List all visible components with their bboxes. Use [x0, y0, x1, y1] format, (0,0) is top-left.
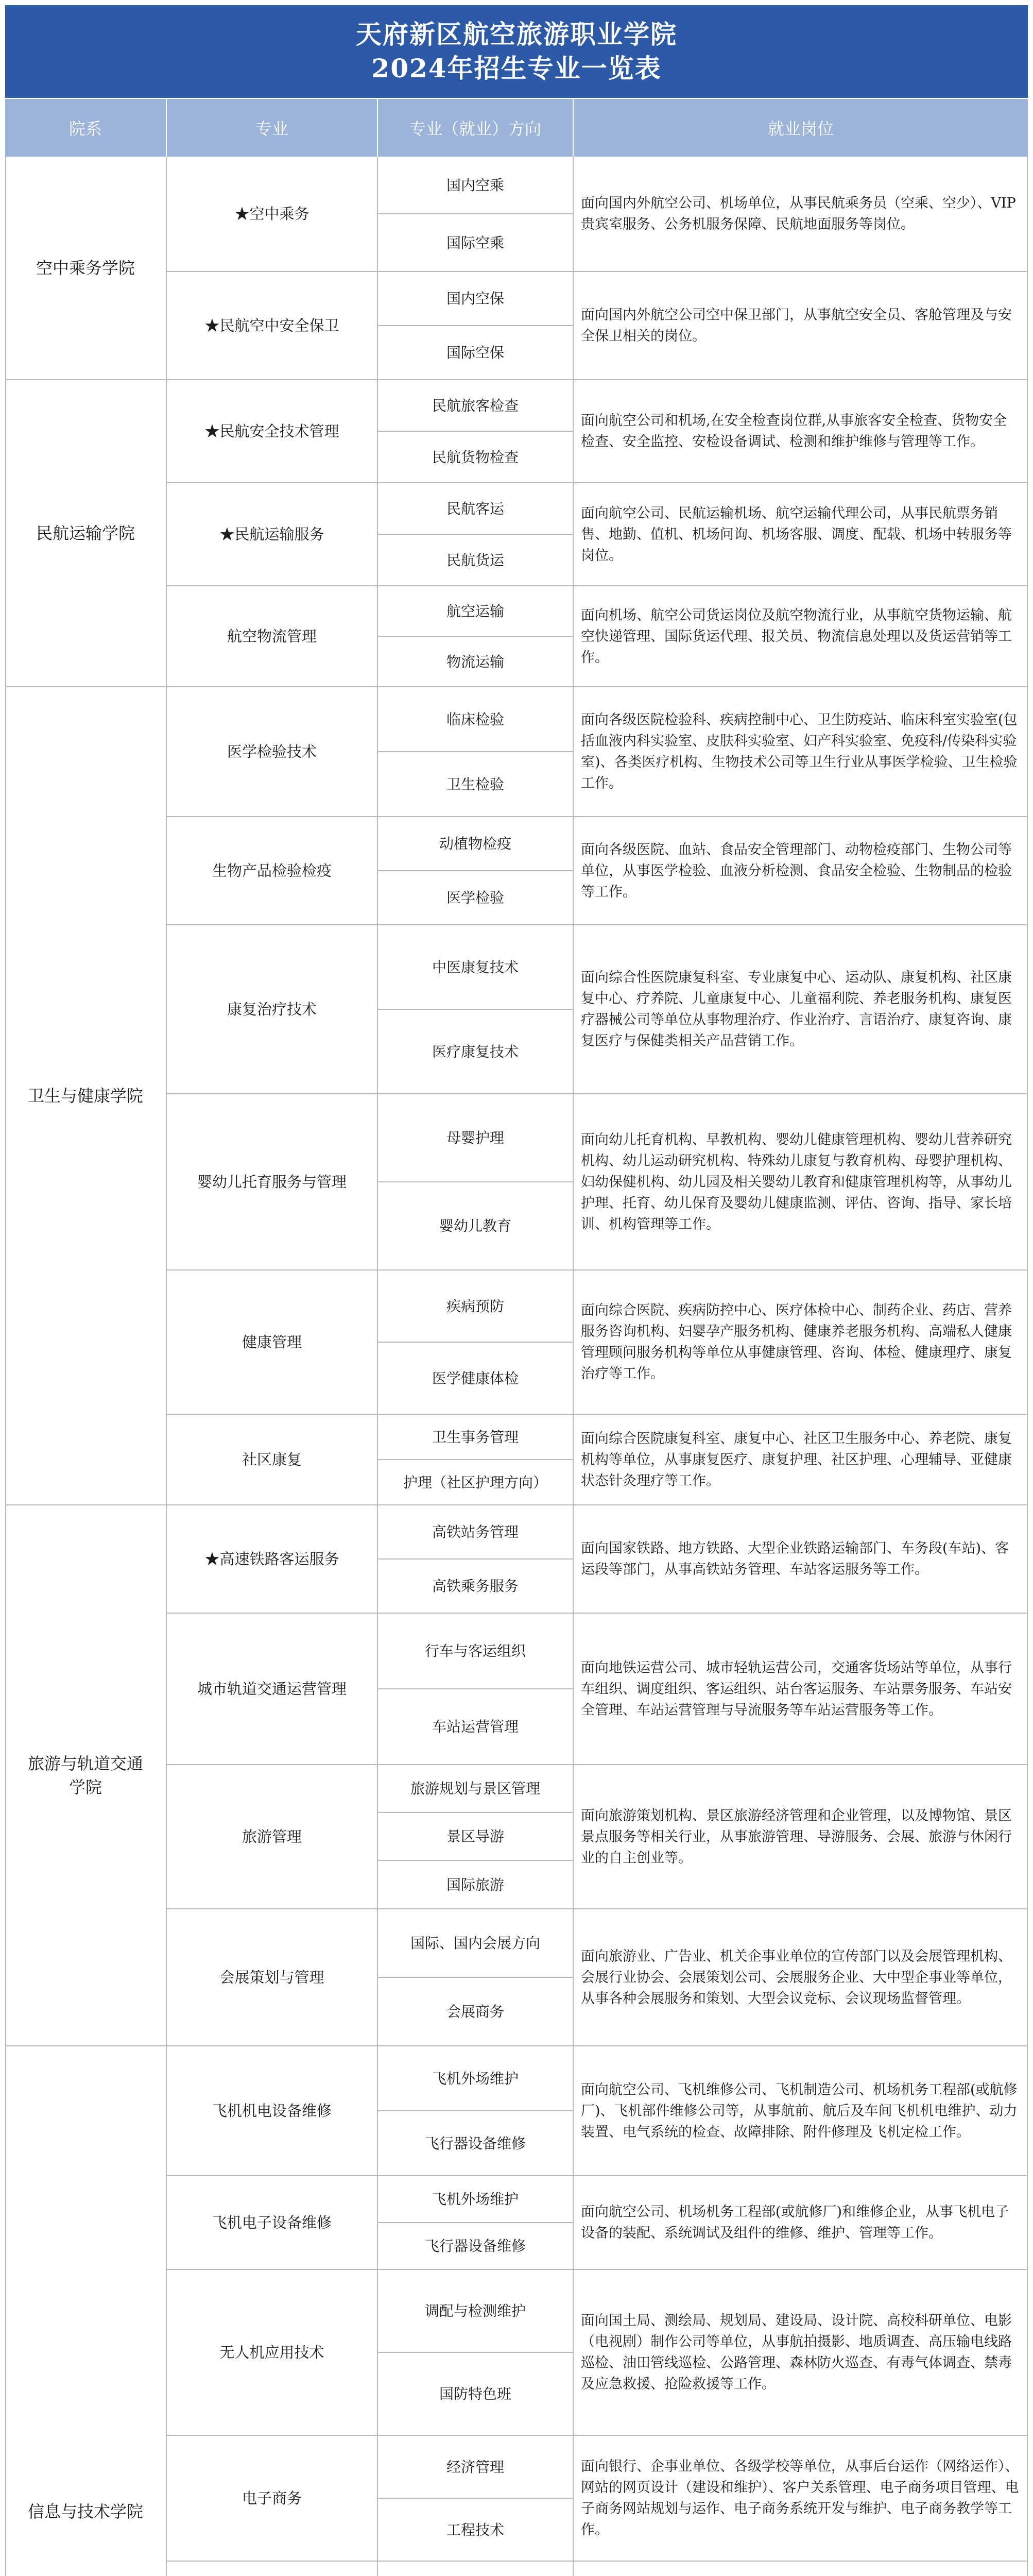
direction-cell: 国际、国内会展方向 [378, 1909, 574, 1978]
direction-cell: 民航货运 [378, 535, 574, 586]
direction-cell: 动植物检疫 [378, 817, 574, 871]
direction-cell: 民航货物检查 [378, 432, 574, 483]
direction-cell: 医学健康体检 [378, 1343, 574, 1415]
direction-cell: 行车与客运组织 [378, 1614, 574, 1689]
major-cell: ★民航运输服务 [167, 483, 378, 586]
jobs-cell: 面向各级医院检验科、疾病控制中心、卫生防疫站、临床科室实验室(包括血液内科实验室、皮肤科实验室、妇产科实验室、免疫科/传染科实验室)、各类医疗机构、生物技术公司等卫生行业从事医学检验、卫生检验工作。 [574, 687, 1028, 817]
direction-cell: 飞行器设备维修 [378, 2223, 574, 2270]
enrollment-table [5, 5, 1028, 2576]
college-name-title: 天府新区航空旅游职业学院 [356, 19, 677, 49]
jobs-cell: 面向旅游业、广告业、机关企事业单位的宣传部门以及会展管理机构、会展行业协会、会展策划公司、会展服务企业、大中型企事业等单位，从事各种会展服务和策划、大型会议竞标、会议现场监督管理。 [574, 1909, 1028, 2046]
jobs-cell: 面向综合医院、疾病防控中心、医疗体检中心、制药企业、药店、营养服务咨询机构、妇婴孕产服务机构、健康养老服务机构、高端私人健康管理顾问服务机构等单位从事健康管理、咨询、体检、健康理疗、康复治疗等工作。 [574, 1270, 1028, 1415]
school-cell: 信息与技术学院 [5, 2046, 167, 2576]
major-cell: 旅游管理 [167, 1765, 378, 1909]
direction-cell: 飞机外场维护 [378, 2046, 574, 2111]
school-cell: 空中乘务学院 [5, 157, 167, 380]
table-body [5, 157, 1028, 2576]
major-cell: 康复治疗技术 [167, 925, 378, 1094]
direction-cell: 国际空乘 [378, 214, 574, 272]
jobs-cell: 面向国内外航空公司空中保卫部门，从事航空安全员、客舱管理及与安全保卫相关的岗位。 [574, 272, 1028, 380]
jobs-cell: 面向航空公司、飞机维修公司、飞机制造公司、机场机务工程部(或航修厂)、飞机部件维修公司等，从事航前、航后及车间飞机机电维护、动力装置、电气系统的检查、故障排除、附件修理及飞机定检工作。 [574, 2046, 1028, 2176]
major-cell: 会展策划与管理 [167, 1909, 378, 2046]
direction-cell: 卫生检验 [378, 752, 574, 817]
direction-cell: 卫生事务管理 [378, 1415, 574, 1460]
major-cell: 婴幼儿托育服务与管理 [167, 1094, 378, 1270]
school-cell: 民航运输学院 [5, 380, 167, 687]
direction-cell: 飞机外场维护 [378, 2176, 574, 2223]
direction-cell: 中医康复技术 [378, 925, 574, 1010]
school-cell: 旅游与轨道交通学院 [5, 1505, 167, 2046]
major-cell: 飞机电子设备维修 [167, 2176, 378, 2270]
major-cell: 航空物流管理 [167, 586, 378, 687]
direction-cell: 调配与检测维护 [378, 2270, 574, 2353]
table-header-banner [5, 5, 1028, 98]
direction-cell: 母婴护理 [378, 1094, 574, 1182]
column-header-school: 院系 [5, 99, 167, 157]
table-subtitle: 2024年招生专业一览表 [371, 53, 662, 83]
column-header-major: 专业 [167, 99, 378, 157]
jobs-cell: 面向国内外航空公司、机场单位，从事民航乘务员（空乘、空少）、VIP贵宾室服务、公务机服务保障、民航地面服务等岗位。 [574, 157, 1028, 272]
jobs-cell: 面向航空公司、民航运输机场、航空运输代理公司，从事民航票务销售、地勤、值机、机场问询、机场客服、调度、配载、机场中转服务等岗位。 [574, 483, 1028, 586]
direction-cell: 医疗康复技术 [378, 1010, 574, 1094]
jobs-cell: 面向国土局、测绘局、规划局、建设局、设计院、高校科研单位、电影（电视剧）制作公司等单位，从事航拍摄影、地质调查、高压输电线路巡检、油田管线巡检、公路管理、森林防火巡查、有毒气体调查、禁毒及应急救援、抢险救援等工作。 [574, 2270, 1028, 2436]
column-header-jobs: 就业岗位 [767, 119, 834, 139]
direction-cell: 景区导游 [378, 1813, 574, 1861]
direction-cell: 高铁乘务服务 [378, 1560, 574, 1614]
major-cell: ★空中乘务 [167, 157, 378, 272]
major-cell: 健康管理 [167, 1270, 378, 1415]
direction-cell: 经济管理 [378, 2436, 574, 2499]
direction-cell: 飞行器设备维修 [378, 2111, 574, 2176]
direction-cell: 民航旅客检查 [378, 380, 574, 432]
direction-cell: 航空运输 [378, 586, 574, 637]
jobs-cell: 面向航空公司、机场机务工程部(或航修厂)和维修企业，从事飞机电子设备的装配、系统调试及组件的维修、维护、管理等工作。 [574, 2176, 1028, 2270]
major-cell: ★民航空中安全保卫 [167, 272, 378, 380]
direction-cell: 国防特色班 [378, 2353, 574, 2436]
jobs-cell: 面向综合医院康复科室、康复中心、社区卫生服务中心、养老院、康复机构等单位，从事康复医疗、康复护理、社区护理、心理辅导、亚健康状态针灸理疗等工作。 [574, 1415, 1028, 1505]
major-cell: ★民航安全技术管理 [167, 380, 378, 483]
direction-cell: 疾病预防 [378, 1270, 574, 1343]
direction-cell: 高铁站务管理 [378, 1505, 574, 1560]
major-cell: 电子商务 [167, 2436, 378, 2562]
major-cell: 城市轨道交通运营管理 [167, 1614, 378, 1765]
direction-cell: 婴幼儿教育 [378, 1182, 574, 1270]
major-cell: 生物产品检验检疫 [167, 817, 378, 925]
direction-cell: 旅游规划与景区管理 [378, 1765, 574, 1813]
direction-cell: 国际空保 [378, 326, 574, 380]
jobs-cell: 面向各级医院、血站、食品安全管理部门、动物检疫部门、生物公司等单位，从事医学检验、血液分析检测、食品安全检验、生物制品的检验等工作。 [574, 817, 1028, 925]
major-cell: ★高速铁路客运服务 [167, 1505, 378, 1614]
direction-cell: 工程技术 [378, 2499, 574, 2562]
direction-cell: 民航客运 [378, 483, 574, 535]
jobs-cell: 面向银行、企事业单位、各级学校等单位，从事后台运作（网络运作）、网站的网页设计（建设和维护）、客户关系管理、电子商务项目管理、电子商务网站规划与运作、电子商务系统开发与维护、电子商务教学等工作。 [574, 2436, 1028, 2562]
direction-cell: 国内空保 [378, 272, 574, 326]
direction-cell: 医学检验 [378, 871, 574, 925]
major-cell: 无人机应用技术 [167, 2270, 378, 2436]
jobs-cell: 面向机场、航空公司货运岗位及航空物流行业，从事航空货物运输、航空快递管理、国际货运代理、报关员、物流信息处理以及货运营销等工作。 [574, 586, 1028, 687]
direction-cell: 车站运营管理 [378, 1689, 574, 1765]
school-cell: 卫生与健康学院 [5, 687, 167, 1505]
direction-cell: 国内空乘 [378, 157, 574, 214]
direction-cell: 会展商务 [378, 1978, 574, 2046]
major-cell [167, 2562, 378, 2576]
major-cell: 飞机机电设备维修 [167, 2046, 378, 2176]
jobs-cell: 面向国家铁路、地方铁路、大型企业铁路运输部门、车务段(车站)、客运段等部门，从事高铁站务管理、车站客运服务等工作。 [574, 1505, 1028, 1614]
jobs-cell: 面向地铁运营公司、城市轻轨运营公司，交通客货场站等单位，从事行车组织、调度组织、客运组织、站台客运服务、车站票务服务、车站安全管理、车站运营管理与导流服务等车站运营服务等工作。 [574, 1614, 1028, 1765]
direction-cell: 国际旅游 [378, 1861, 574, 1909]
column-header-direction: 专业（就业）方向 [378, 99, 574, 157]
column-header-row [5, 99, 1028, 157]
jobs-cell: 面向旅游策划机构、景区旅游经济管理和企业管理，以及博物馆、景区景点服务等相关行业，从事旅游管理、导游服务、会展、旅游与休闲行业的自主创业等。 [574, 1765, 1028, 1909]
jobs-cell: 面向综合性医院康复科室、专业康复中心、运动队、康复机构、社区康复中心、疗养院、儿童康复中心、儿童福利院、养老服务机构、康复医疗器械公司等单位从事物理治疗、作业治疗、言语治疗、康复咨询、康复医疗与保健类相关产品营销工作。 [574, 925, 1028, 1094]
major-cell: 医学检验技术 [167, 687, 378, 817]
direction-cell: 临床检验 [378, 687, 574, 752]
jobs-cell [574, 2562, 1028, 2576]
major-cell: 社区康复 [167, 1415, 378, 1505]
direction-cell [378, 2562, 574, 2576]
direction-cell: 物流运输 [378, 637, 574, 687]
jobs-cell: 面向幼儿托育机构、早教机构、婴幼儿健康管理机构、婴幼儿营养研究机构、幼儿运动研究机构、特殊幼儿康复与教育机构、母婴护理机构、妇幼保健机构、幼儿园及相关婴幼儿教育和健康管理机构等，从事幼儿护理、托育、幼儿保育及婴幼儿健康监测、评估、咨询、指导、家长培训、机构管理等工作。 [574, 1094, 1028, 1270]
direction-cell: 护理（社区护理方向） [378, 1460, 574, 1505]
jobs-cell: 面向航空公司和机场,在安全检查岗位群,从事旅客安全检查、货物安全检查、安全监控、安检设备调试、检测和维护维修与管理等工作。 [574, 380, 1028, 483]
